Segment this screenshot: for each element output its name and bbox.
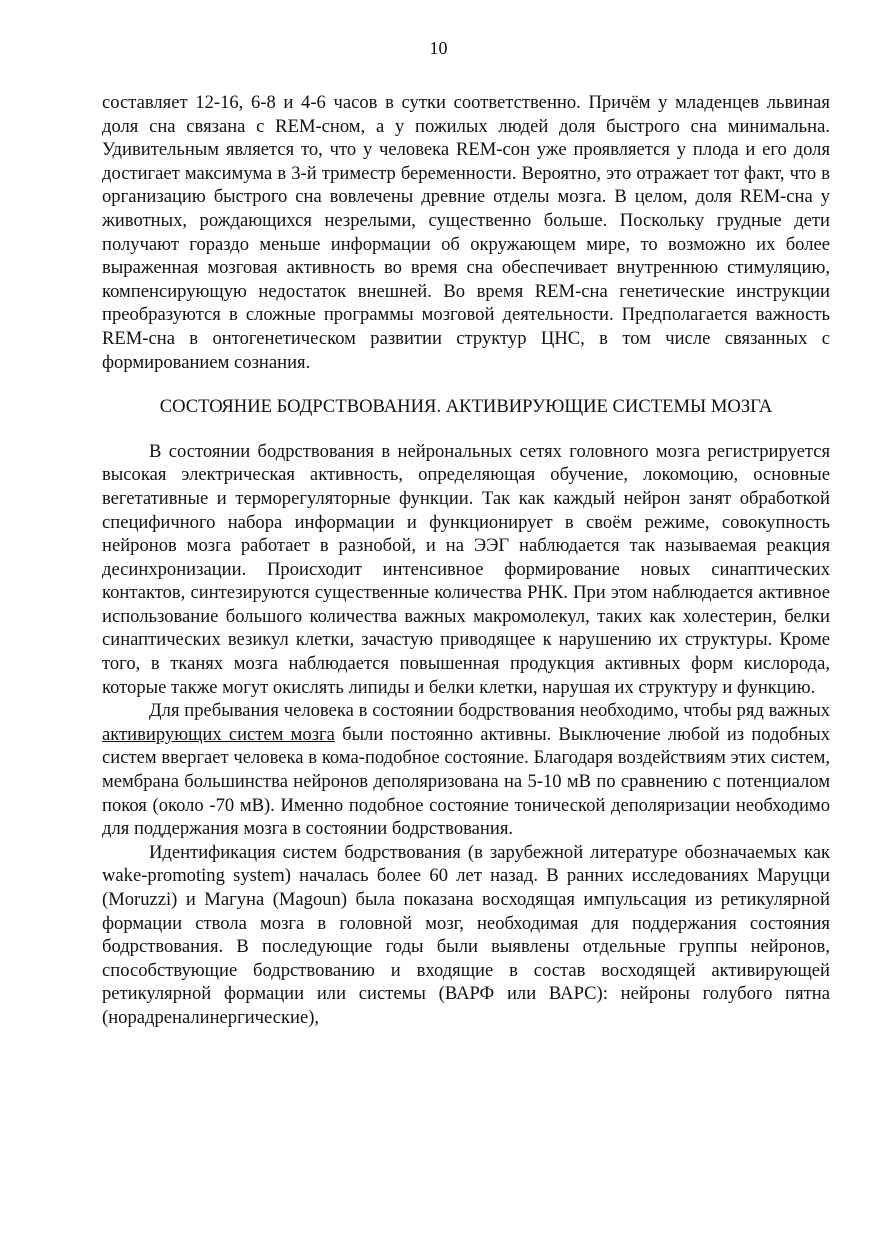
paragraph-rem-sleep: составляет 12-16, 6-8 и 4-6 часов в сутки соответственно. Причём у младенцев львиная доля сна связана с REM-сном, а у пожилых людей доля быстрого сна минимальна. Удивительным является то, что у человека REM-сон уже проявляется у плода и его доля достигает максимума в 3-й триместр беременности. Вероятно, это отражает тот факт, что в организацию быстрого сна вовлечены древние отделы мозга. В целом, доля REM-сна у животных, рождающихся незрелыми, существенно больше. Поскольку грудные дети получают гораздо меньше информации об окружающем мире, то возможно их более выраженная мозговая активность во время сна обеспечивает внутреннюю стимуляцию, компенсирующую недостаток внешней. Во время REM-сна генетические инструкции преобразуются в сложные программы мозговой деятельности. Предполагается важность REM-сна в онтогенетическом развитии структур ЦНС, в том числе связанных с формированием сознания. [102,92,830,373]
section-heading: СОСТОЯНИЕ БОДРСТВОВАНИЯ. АКТИВИРУЮЩИЕ СИСТЕМЫ МОЗГА [159,396,773,418]
paragraph-text-start: Для пребывания человека в состоянии бодрствования необходимо, чтобы ряд важных [149,700,830,722]
paragraph-activating-systems [102,699,830,841]
activating-systems-link[interactable]: активирующих систем мозга [102,723,335,745]
paragraph-text-end: были постоянно активны. Выключение любой из подобных систем ввергает человека в кома-подобное состояние. Благодаря воздействиям этих систем, мембрана большинства нейронов деполяризована на 5-10 мВ по сравнению с потенциалом покоя (около -70 мВ). Именно подобное состояние тонической деполяризации необходимо для поддержания мозга в состоянии бодрствования. [102,723,830,840]
paragraph-wakefulness: В состоянии бодрствования в нейрональных сетях головного мозга регистрируется высокая электрическая активность, определяющая обучение, локомоцию, основные вегетативные и терморегуляторные функции. Так как каждый нейрон занят обработкой специфичного набора информации и функционирует в своём режиме, совокупность нейронов мозга работает в разнобой, и на ЭЭГ наблюдается так называемая реакция десинхронизации. Происходит интенсивное формирование новых синаптических контактов, синтезируются существенные количества РНК. При этом наблюдается активное использование большого количества важных макромолекул, таких как холестерин, белки синаптических везикул клетки, зачастую приводящее к нарушению их структуры. Кроме того, в тканях мозга наблюдается повышенная продукция активных форм кислорода, которые также могут окислять липиды и белки клетки, нарушая их структуру и функцию. [102,440,830,698]
paragraph-identification: Идентификация систем бодрствования (в зарубежной литературе обозначаемых как wake-promoting system) началась более 60 лет назад. В ранних исследованиях Маруцци (Moruzzi) и Магуна (Magoun) была показана восходящая импульсация из ретикулярной формации ствола мозга в головной мозг, необходимая для поддержания состояния бодрствования. В последующие годы были выявлены отдельные группы нейронов, способствующие бодрствованию и входящие в состав восходящей активирующей ретикулярной формации или системы (ВАРФ или ВАРС): нейроны голубого пятна (норадреналинергические), [102,841,830,1028]
page-number: 10 [429,38,448,58]
document-body [102,91,830,1030]
